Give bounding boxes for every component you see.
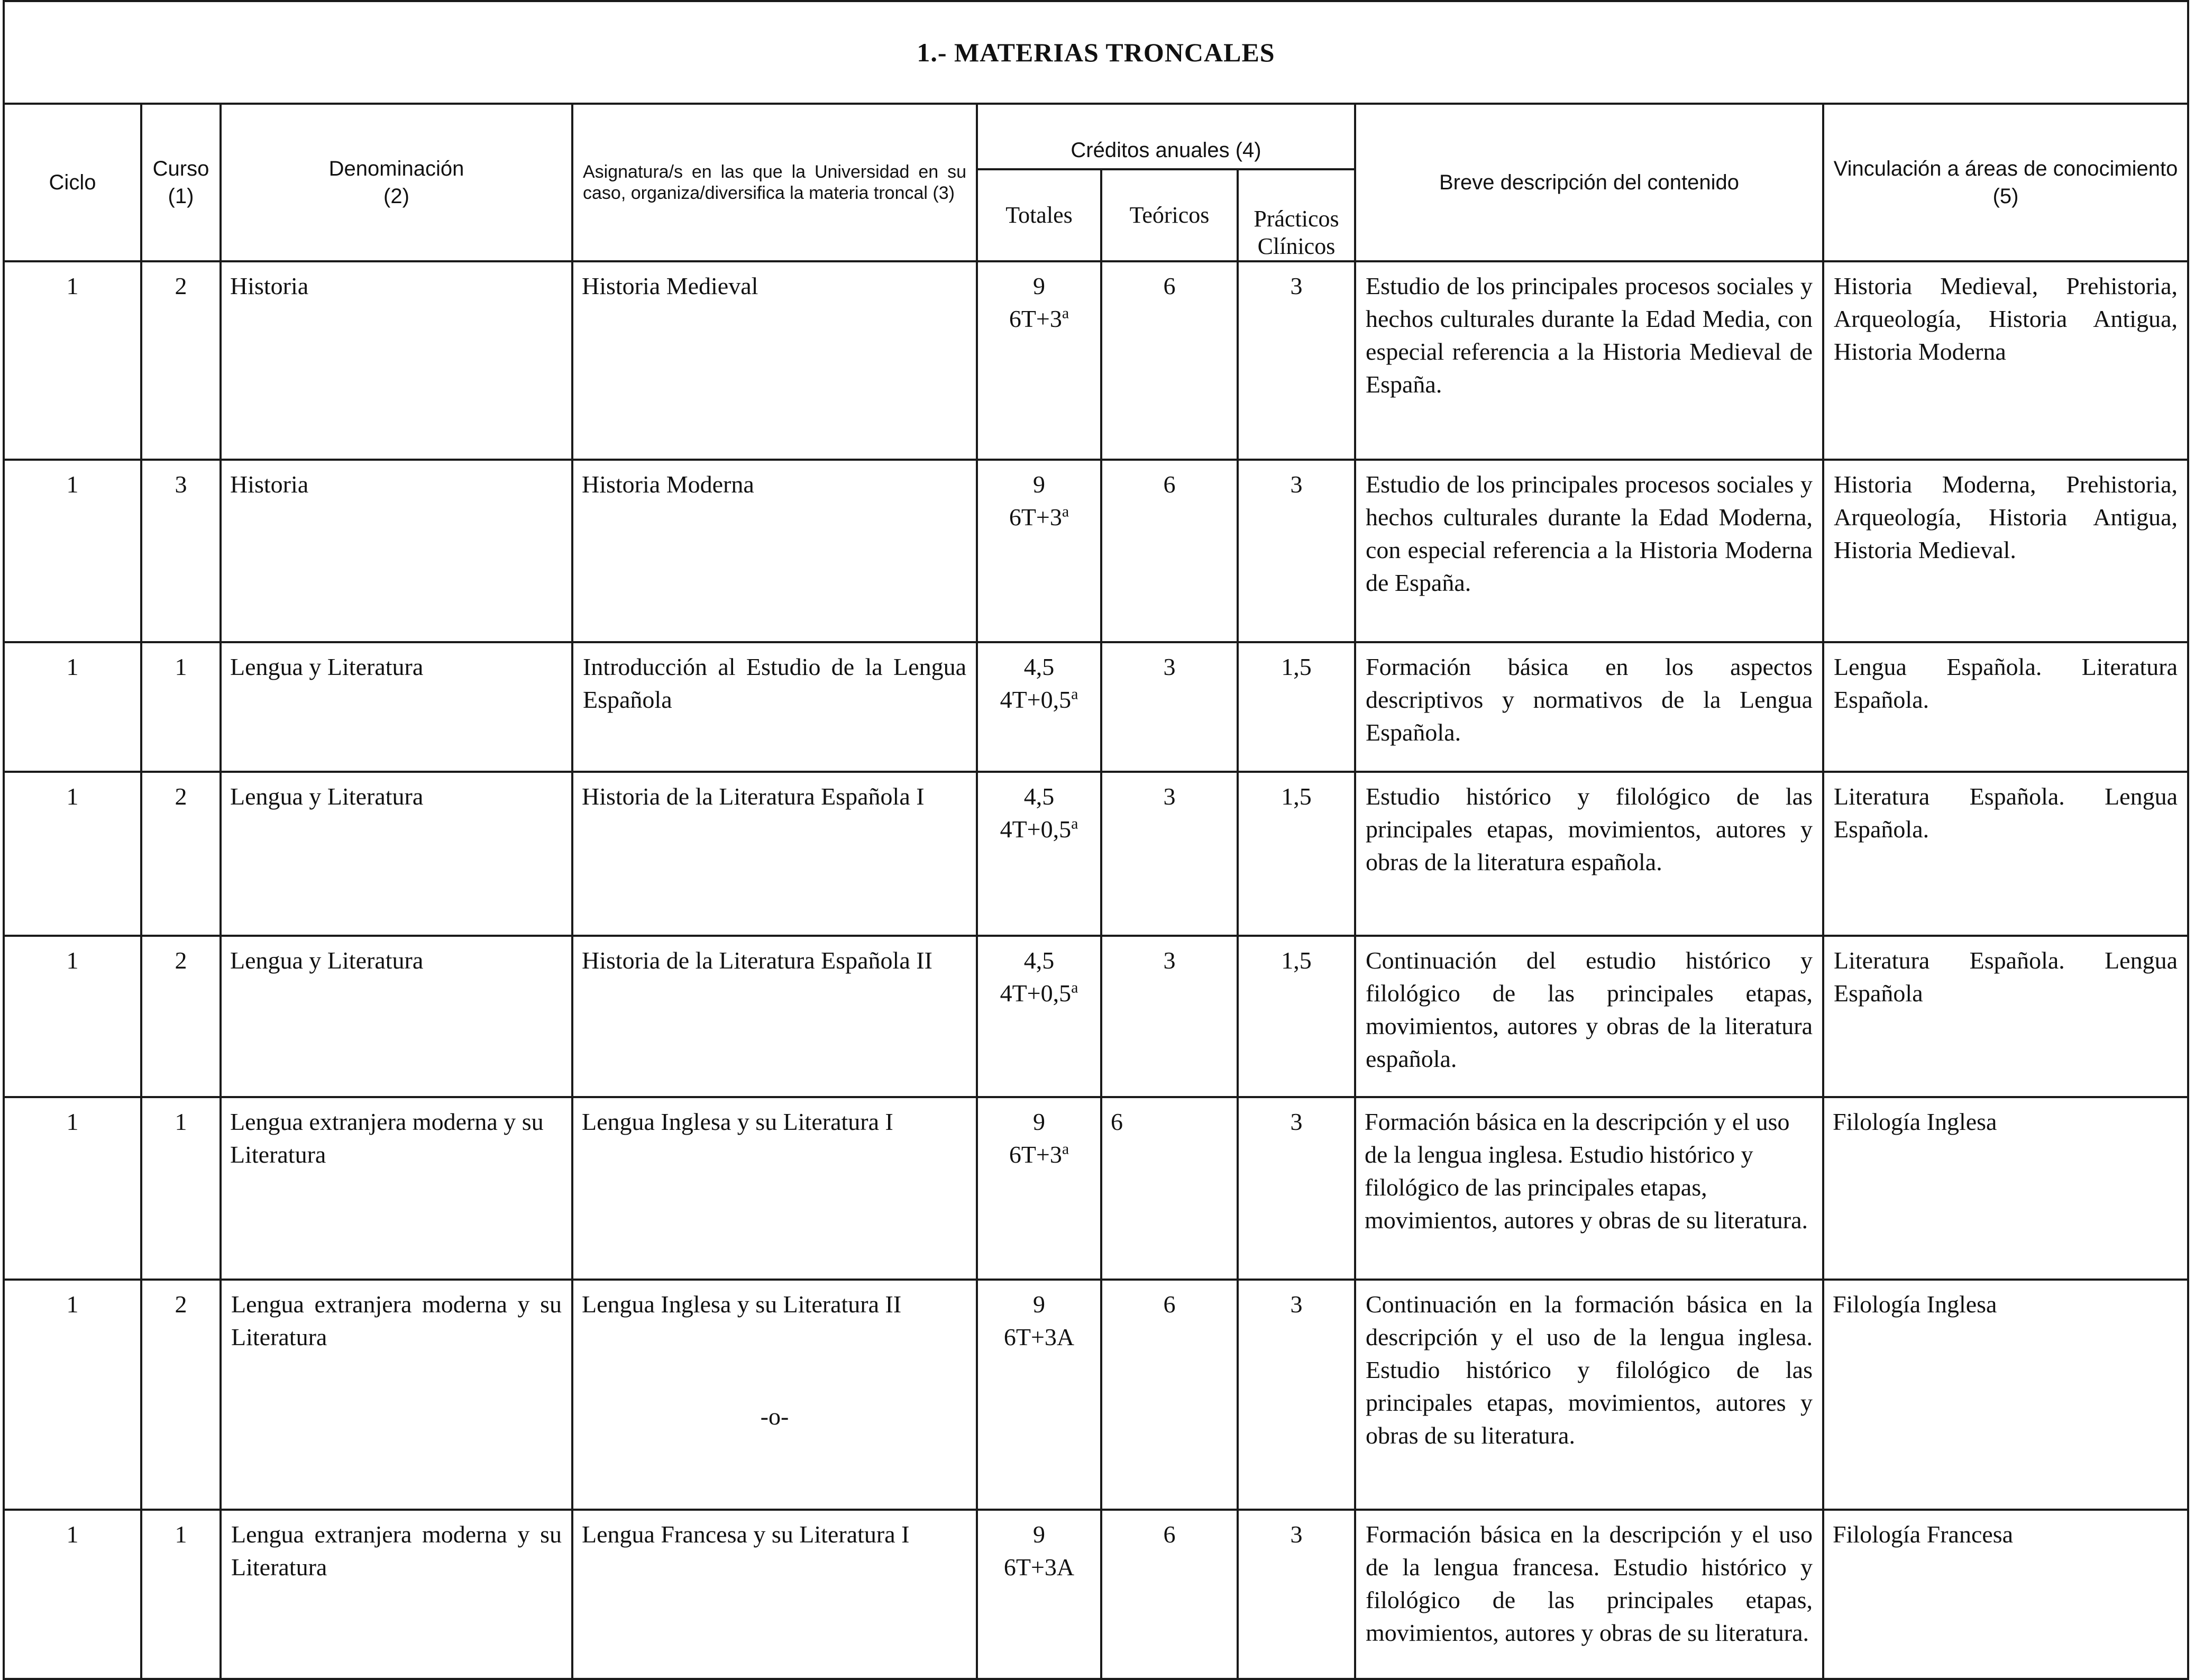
totales-value: 4,5 [1023,653,1055,680]
cell-curso: 1 [141,1510,221,1679]
cell-descripcion: Estudio histórico y filológico de las principales etapas, movimientos, autores y obras de la literatura española. [1355,772,1823,936]
cell-teoricos: 6 [1101,1097,1238,1280]
header-denominacion-note: (2) [383,185,409,208]
header-curso-label: Curso [152,157,209,180]
table-row [4,261,2188,460]
cell-totales [977,1280,1101,1510]
cell-asignatura: Lengua Inglesa y su Literatura I [572,1097,977,1280]
cell-asignatura [572,1280,977,1510]
cell-ciclo: 1 [4,1510,141,1679]
header-vinculacion: Vinculación a áreas de conocimiento (5) [1823,104,2188,261]
header-denominacion-label: Denominación [328,157,464,180]
cell-vinculacion: Historia Moderna, Prehistoria, Arqueología, Historia Antigua, Historia Medieval. [1823,460,2188,642]
cell-asignatura: Introducción al Estudio de la Lengua Española [572,642,977,772]
totales-sup: a [1071,815,1078,833]
table-row [4,1280,2188,1510]
cell-ciclo: 1 [4,261,141,460]
cell-vinculacion: Literatura Española. Lengua Española [1823,936,2188,1097]
cell-practicos: 3 [1238,460,1355,642]
totales-detail: 6T+3 [1009,504,1062,531]
cell-curso: 2 [141,772,221,936]
cell-practicos: 1,5 [1238,772,1355,936]
cell-practicos: 3 [1238,1097,1355,1280]
totales-value: 9 [1033,272,1045,299]
cell-ciclo: 1 [4,642,141,772]
totales-sup: a [1062,304,1069,322]
cell-ciclo: 1 [4,772,141,936]
cell-descripcion: Estudio de los principales procesos sociales y hechos culturales durante la Edad Moderna, con especial referencia a la Historia Moderna de España. [1355,460,1823,642]
alternative-marker: -o- [760,1403,789,1430]
totales-detail: 6T+3A [1003,1554,1075,1581]
cell-vinculacion: Historia Medieval, Prehistoria, Arqueología, Historia Antigua, Historia Moderna [1823,261,2188,460]
cell-descripcion: Formación básica en la descripción y el uso de la lengua inglesa. Estudio histórico y filológico de las principales etapas, movimientos, autores y obras de su literatura. [1355,1097,1823,1280]
cell-asignatura: Historia Medieval [572,261,977,460]
cell-curso: 2 [141,936,221,1097]
totales-sup: a [1062,503,1069,521]
cell-practicos: 3 [1238,261,1355,460]
asignatura-name: Lengua Inglesa y su Literatura II [582,1291,902,1318]
cell-denominacion: Lengua y Literatura [221,642,572,772]
totales-sup: a [1071,979,1078,997]
cell-descripcion: Continuación del estudio histórico y filológico de las principales etapas, movimientos, autores y obras de la literatura española. [1355,936,1823,1097]
cell-vinculacion: Filología Francesa [1823,1510,2188,1679]
table-row [4,936,2188,1097]
cell-teoricos: 3 [1101,772,1238,936]
table-row [4,1510,2188,1679]
cell-descripcion: Estudio de los principales procesos sociales y hechos culturales durante la Edad Media, con especial referencia a la Historia Medieval de España. [1355,261,1823,460]
totales-detail: 4T+0,5 [1000,980,1072,1007]
cell-descripcion: Continuación en la formación básica en la descripción y el uso de la lengua inglesa. Estudio histórico y filológico de las principales etapas, movimientos, autores y obras de su literatura. [1355,1280,1823,1510]
totales-detail: 6T+3 [1009,305,1062,332]
cell-vinculacion: Filología Inglesa [1823,1280,2188,1510]
table-title: 1.- MATERIAS TRONCALES [917,38,1275,67]
totales-sup: a [1071,685,1078,703]
document-page [3,0,2187,1672]
materias-troncales-table [3,0,2189,1680]
cell-denominacion: Historia [221,261,572,460]
table-row [4,1097,2188,1280]
cell-curso: 1 [141,642,221,772]
header-ciclo: Ciclo [4,104,141,261]
header-practicos: Prácticos Clínicos [1238,169,1355,261]
cell-ciclo: 1 [4,460,141,642]
cell-teoricos: 6 [1101,261,1238,460]
cell-vinculacion: Filología Inglesa [1823,1097,2188,1280]
header-descripcion: Breve descripción del contenido [1355,104,1823,261]
cell-teoricos: 6 [1101,1510,1238,1679]
header-creditos: Créditos anuales (4) [977,104,1355,169]
table-row [4,642,2188,772]
totales-value: 9 [1033,471,1045,498]
header-curso [141,104,221,261]
cell-descripcion: Formación básica en la descripción y el uso de la lengua francesa. Estudio histórico y filológico de las principales etapas, movimientos, autores y obras de su literatura. [1355,1510,1823,1679]
header-denominacion [221,104,572,261]
cell-totales [977,642,1101,772]
cell-denominacion: Lengua extranjera moderna y su Literatura [221,1097,572,1280]
totales-value: 9 [1033,1521,1045,1548]
totales-sup: a [1062,1140,1069,1158]
totales-detail: 4T+0,5 [1000,816,1072,843]
cell-asignatura: Historia Moderna [572,460,977,642]
cell-vinculacion: Literatura Española. Lengua Española. [1823,772,2188,936]
cell-ciclo: 1 [4,1097,141,1280]
cell-denominacion: Lengua extranjera moderna y su Literatura [221,1510,572,1679]
cell-curso: 3 [141,460,221,642]
cell-teoricos: 6 [1101,1280,1238,1510]
table-row [4,460,2188,642]
totales-value: 9 [1033,1108,1045,1135]
cell-curso: 2 [141,1280,221,1510]
table-row [4,772,2188,936]
cell-denominacion: Lengua extranjera moderna y su Literatura [221,1280,572,1510]
cell-asignatura: Historia de la Literatura Española II [572,936,977,1097]
cell-ciclo: 1 [4,1280,141,1510]
cell-totales [977,460,1101,642]
cell-teoricos: 3 [1101,936,1238,1097]
cell-teoricos: 3 [1101,642,1238,772]
cell-totales [977,1510,1101,1679]
cell-totales [977,261,1101,460]
header-curso-note: (1) [168,185,194,208]
cell-vinculacion: Lengua Española. Literatura Española. [1823,642,2188,772]
cell-curso: 1 [141,1097,221,1280]
cell-asignatura: Lengua Francesa y su Literatura I [572,1510,977,1679]
cell-totales [977,772,1101,936]
cell-totales [977,1097,1101,1280]
cell-practicos: 3 [1238,1280,1355,1510]
totales-value: 4,5 [1023,783,1055,810]
totales-detail: 6T+3A [1003,1323,1075,1350]
cell-teoricos: 6 [1101,460,1238,642]
cell-denominacion: Historia [221,460,572,642]
totales-detail: 4T+0,5 [1000,686,1072,713]
cell-curso: 2 [141,261,221,460]
cell-ciclo: 1 [4,936,141,1097]
table-title-cell [4,1,2188,104]
cell-practicos: 1,5 [1238,642,1355,772]
cell-practicos: 3 [1238,1510,1355,1679]
cell-asignatura: Historia de la Literatura Española I [572,772,977,936]
cell-descripcion: Formación básica en los aspectos descriptivos y normativos de la Lengua Española. [1355,642,1823,772]
cell-practicos: 1,5 [1238,936,1355,1097]
cell-totales [977,936,1101,1097]
header-totales: Totales [977,169,1101,261]
cell-denominacion: Lengua y Literatura [221,772,572,936]
totales-value: 9 [1033,1291,1045,1318]
header-teoricos: Teóricos [1101,169,1238,261]
header-asignatura: Asignatura/s en las que la Universidad en su caso, organiza/diversifica la materia troncal (3) [572,104,977,261]
cell-denominacion: Lengua y Literatura [221,936,572,1097]
totales-detail: 6T+3 [1009,1141,1062,1168]
totales-value: 4,5 [1023,947,1055,974]
